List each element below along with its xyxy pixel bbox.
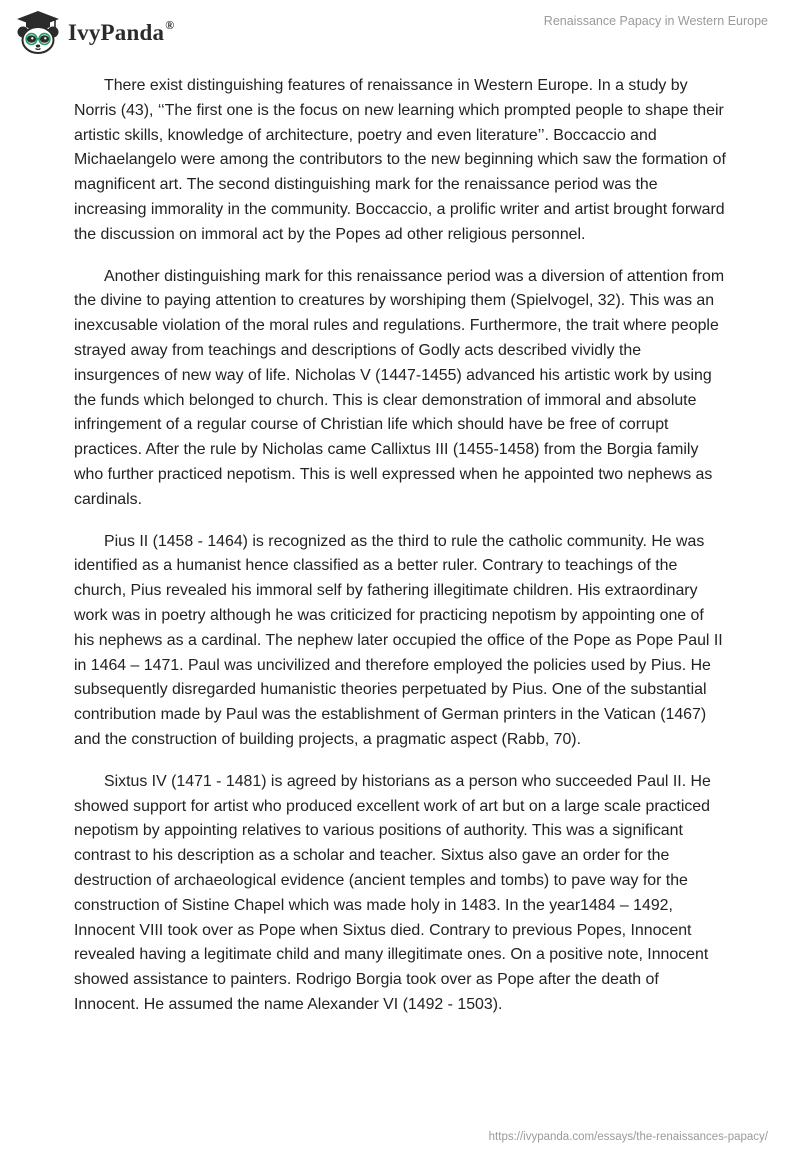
paragraph: Pius II (1458 - 1464) is recognized as the third to rule the catholic community. He was identified as a humanist hence classified as a better ruler. Contrary to teachings of the church, Pius revealed his immoral self by fathering illegitimate children. His extraordinary work was in poetry although he was criticized for practicing nepotism by appointing one of his nephews as a cardinal. The nephew later occupied the office of the Pope as Pope Paul II in 1464 – 1471. Paul was uncivilized and therefore employed the policies used by Pius. He subsequently disregarded humanistic theories perpetuated by Pius. One of the substantial contribution made by Paul was the establishment of German printers in the Vatican (1467) and the construction of building projects, a pragmatic aspect (Rabb, 70). [74,532,723,748]
paragraph: Another distinguishing mark for this renaissance period was a diversion of attention from the divine to paying attention to creatures by worshiping them (Spielvogel, 32). This was an inexcusable violation of the moral rules and regulations. Furthermore, the trait where people strayed away from teachings and descriptions of Godly acts described vividly the insurgences of new way of life. Nicholas V (1447-1455) advanced his artistic work by using the funds which belonged to church. This is clear demonstration of immoral and absolute infringement of a regular course of Christian life which should have be free of corrupt practices. After the rule by Nicholas came Callixtus III (1455-1458) from the Borgia family who further practiced nepotism. This is well expressed when he appointed two nephews as cardinals. [74,267,725,508]
document-title: Renaissance Papacy in Western Europe [543,14,768,28]
brand-name: IvyPanda [68,19,165,45]
paragraph: Sixtus IV (1471 - 1481) is agreed by historians as a person who succeeded Paul II. He showed support for artist who produced excellent work of art but on a large scale practiced nepotism by appointing relatives to various positions of authority. This was a significant contrast to his description as a scholar and teacher. Sixtus also gave an order for the destruction of archaeological evidence (ancient temples and tombs) to pave way for the construction of Sistine Chapel which was made holy in 1483. In the year1484 – 1492, Innocent VIII took over as Pope when Sixtus died. Contrary to previous Popes, Innocent revealed having a legitimate child and many illegitimate ones. On a positive note, Innocent showed assistance to painters. Rodrigo Borgia took over as Pope after the death of Innocent. He assumed the name Alexander VI (1492 - 1503). [74,772,711,1013]
ivypanda-logo-link[interactable] [14,8,174,56]
source-url[interactable]: https://ivypanda.com/essays/the-renaissances-papacy/ [488,1131,768,1143]
essay-body [74,74,726,1035]
brand-wordmark [68,17,175,45]
registered-mark: ® [165,17,175,32]
panda-graduate-icon [14,8,62,56]
page-header [0,0,800,60]
paragraph: There exist distinguishing features of renaissance in Western Europe. In a study by Norris (43), ‘‘The first one is the focus on new learning which prompted people to shape their artistic skills, knowledge of architecture, poetry and even literature’’. Boccaccio and Michaelangelo were among the contributors to the new beginning which saw the formation of magnificent art. The second distinguishing mark for the renaissance period was the increasing immorality in the community. Boccaccio, a prolific writer and artist brought forward the discussion on immoral act by the Popes ad other religious personnel. [74,77,726,243]
